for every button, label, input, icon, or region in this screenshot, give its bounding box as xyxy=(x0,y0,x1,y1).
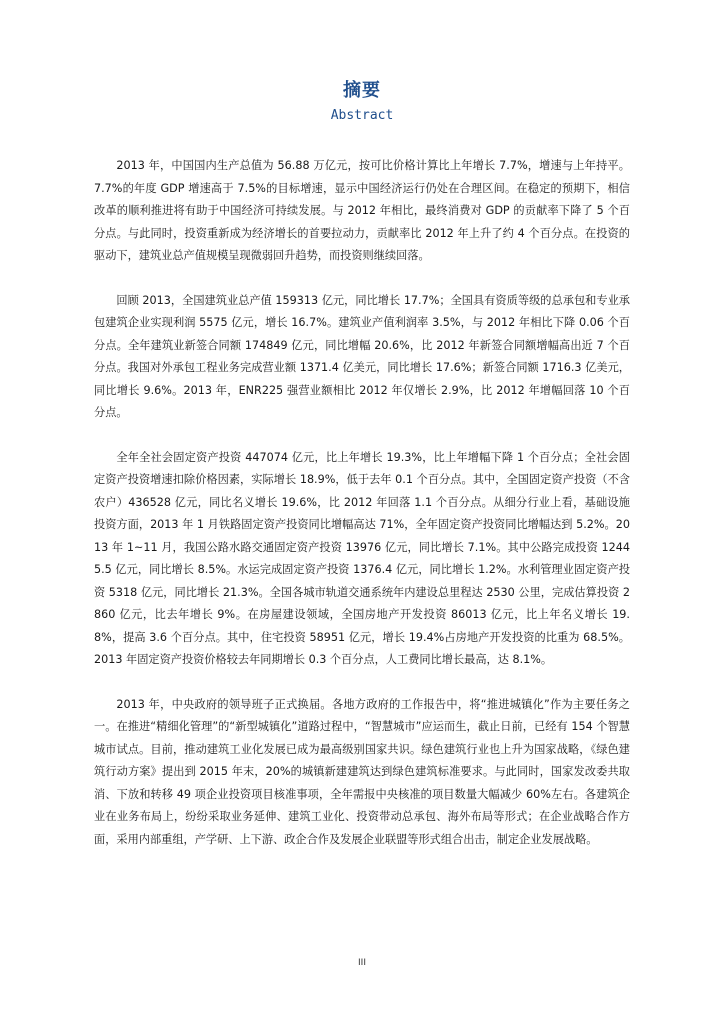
page-title: 摘要 xyxy=(343,80,381,101)
paragraph-construction-review: 回顾 2013，全国建筑业总产值 159313 亿元，同比增长 17.7%；全国具有资质等级的总承包和专业承包建筑企业实现利润 5575 亿元，增长 16.7%。建筑业产值利润率 3.5%，与 2012 年相比下降 0.06 个百分点。全年建筑业新签合同额 174849 亿元，同比增幅 20.6%，比 2012 年新签合同额增幅高出近 7 个百分点。我国对外承包工程业务完成营业额 1371.4 亿美元，同比增长 17.6%；新签合同额 1716.3 亿美元，同比增长 9.6%。2013 年，ENR225 强营业额相比 2012 年仅增长 2.9%，比 2012 年增幅回落 10 个百分点。 xyxy=(94,293,630,419)
paragraph-fixed-asset-investment: 全年全社会固定资产投资 447074 亿元，比上年增长 19.3%，比上年增幅下降 1 个百分点；全社会固定资产投资增速扣除价格因素，实际增长 18.9%，低于去年 0.1 个百分点。其中，全国固定资产投资（不含农户）436528 亿元，同比名义增长 19.6%，比 2012 年回落 1.1 个百分点。从细分行业上看，基础设施投资方面，2013 年 1 月铁路固定资产投资同比增幅高达 71%，全年固定资产投资同比增幅达到 5.2%。2013 年 1~11 月，我国公路水路交通固定资产投资 13976 亿元，同比增长 7.1%。其中公路完成投资 12445.5 亿元，同比增长 8.5%。水运完成固定资产投资 1376.4 亿元，同比增长 1.2%。水利管理业固定资产投资 5318 亿元，同比增长 21.3%。全国各城市轨道交通系统年内建设总里程达 2530 公里，完成估算投资 2860 亿元，比去年增长 9%。在房屋建设领域，全国房地产开发投资 86013 亿元，比上年名义增长 19.8%，提高 3.6 个百分点。其中，住宅投资 58951 亿元，增长 19.4%占房地产开发投资的比重为 68.5%。2013 年固定资产投资价格较去年同期增长 0.3 个百分点，人工费同比增长最高，达 8.1%。 xyxy=(94,450,630,666)
page-number: III xyxy=(358,958,366,968)
paragraph-gdp-overview: 2013 年，中国国内生产总值为 56.88 万亿元，按可比价格计算比上年增长 7.7%，增速与上年持平。7.7%的年度 GDP 增速高于 7.5%的目标增速，显示中国经济运行仍处在合理区间。在稳定的预期下，相信改革的顺利推进将有助于中国经济可持续发展。与 2012 年相比，最终消费对 GDP 的贡献率下降了 5 个百分点。与此同时，投资重新成为经济增长的首要拉动力，贡献率比 2012 年上升了约 4 个百分点。在投资的驱动下，建筑业总产值规模呈现微弱回升趋势，而投资则继续回落。 xyxy=(94,159,630,262)
paragraph-urbanization-policy: 2013 年，中央政府的领导班子正式换届。各地方政府的工作报告中，将“推进城镇化”作为主要任务之一。在推进“精细化管理”的“新型城镇化”道路过程中，“智慧城市”应运而生，截止日前，已经有 154 个智慧城市试点。目前，推动建筑工业化发展已成为最高级别国家共识。绿色建筑行业也上升为国家战略，《绿色建筑行动方案》提出到 2015 年末，20%的城镇新建建筑达到绿色建筑标准要求。与此同时，国家发改委共取消、下放和转移 49 项企业投资项目核准事项，全年需报中央核准的项目数量大幅减少 60%左右。各建筑企业在业务布局上，纷纷采取业务延伸、建筑工业化、投资带动总承包、海外布局等形式；在企业战略合作方面，采用内部重组，产学研、上下游、政企合作及发展企业联盟等形式组合出击，制定企业发展战略。 xyxy=(94,697,630,846)
abstract-body xyxy=(94,155,630,873)
page-subtitle: Abstract xyxy=(330,108,394,123)
